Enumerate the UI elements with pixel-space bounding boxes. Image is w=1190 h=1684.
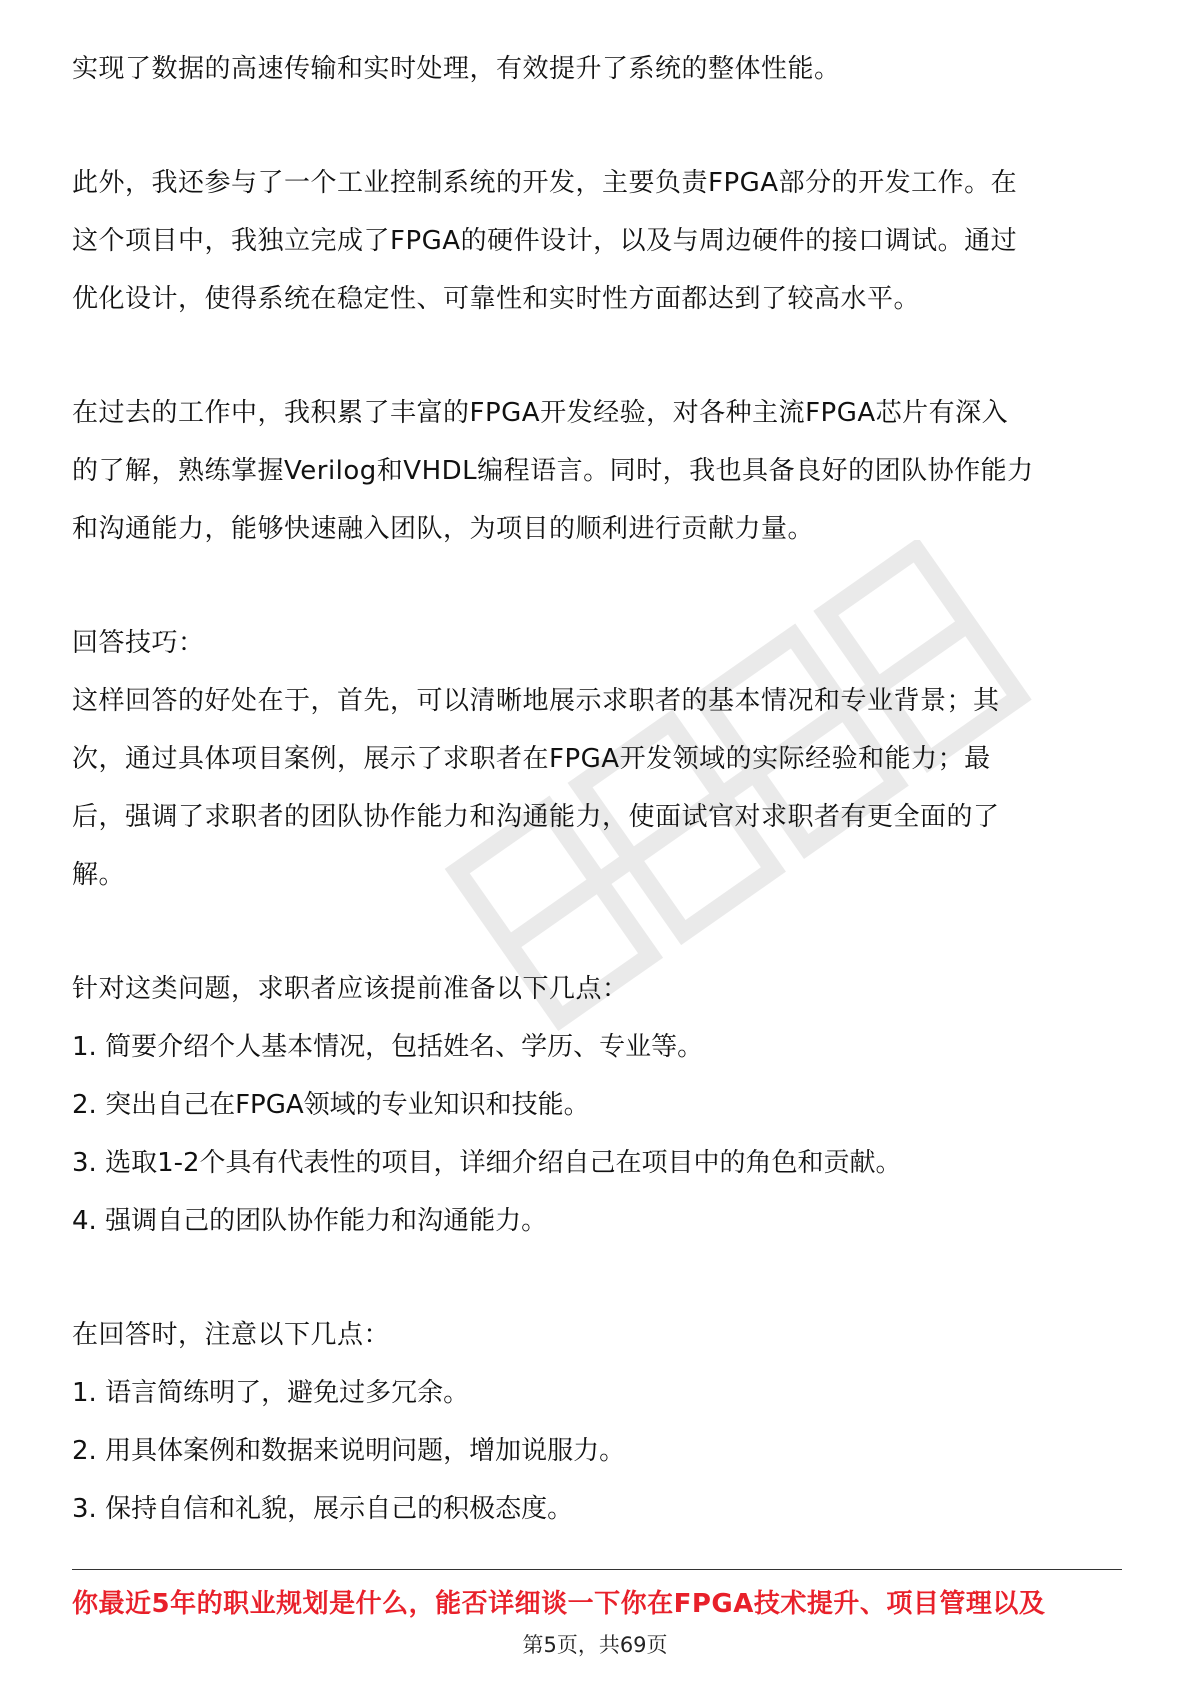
tips-heading: 回答技巧： xyxy=(72,628,205,658)
list-item: 2. 突出自己在FPGA领域的专业知识和技能。 xyxy=(72,1090,590,1120)
notes-section xyxy=(72,1306,1122,1538)
document-body xyxy=(72,40,1122,1538)
list-item: 1. 简要介绍个人基本情况，包括姓名、学历、专业等。 xyxy=(72,1032,704,1062)
tips-line: 次，通过具体项目案例，展示了求职者在FPGA开发领域的实际经验和能力；最 xyxy=(72,744,991,774)
paragraph-3-line: 在过去的工作中，我积累了丰富的FPGA开发经验，对各种主流FPGA芯片有深入 xyxy=(72,398,1009,428)
page-footer: 第5页，共69页 xyxy=(522,1633,668,1657)
list-item: 1. 语言简练明了，避免过多冗余。 xyxy=(72,1378,470,1408)
prepare-heading: 针对这类问题，求职者应该提前准备以下几点： xyxy=(72,974,629,1004)
next-question-title: 你最近5年的职业规划是什么，能否详细谈一下你在FPGA技术提升、项目管理以及 xyxy=(72,1589,1046,1619)
paragraph-2-line: 这个项目中，我独立完成了FPGA的硬件设计，以及与周边硬件的接口调试。通过 xyxy=(72,226,1018,256)
list-item: 3. 选取1-2个具有代表性的项目，详细介绍自己在项目中的角色和贡献。 xyxy=(72,1148,902,1178)
paragraph-2-line: 此外，我还参与了一个工业控制系统的开发，主要负责FPGA部分的开发工作。在 xyxy=(72,168,1018,198)
tips-line: 后，强调了求职者的团队协作能力和沟通能力，使面试官对求职者有更全面的了 xyxy=(72,802,1000,832)
paragraph-2 xyxy=(72,154,1122,328)
paragraph-3-line: 的了解，熟练掌握Verilog和VHDL编程语言。同时，我也具备良好的团队协作能力 xyxy=(72,456,1034,486)
paragraph-1: 实现了数据的高速传输和实时处理，有效提升了系统的整体性能。 xyxy=(72,54,841,84)
tips-section xyxy=(72,614,1122,904)
divider xyxy=(72,1569,1122,1570)
tips-line: 解。 xyxy=(72,860,126,890)
paragraph-2-line: 优化设计，使得系统在稳定性、可靠性和实时性方面都达到了较高水平。 xyxy=(72,284,921,314)
list-item: 2. 用具体案例和数据来说明问题，增加说服力。 xyxy=(72,1436,626,1466)
prepare-section xyxy=(72,960,1122,1250)
list-item: 4. 强调自己的团队协作能力和沟通能力。 xyxy=(72,1206,548,1236)
paragraph-3-line: 和沟通能力，能够快速融入团队，为项目的顺利进行贡献力量。 xyxy=(72,514,815,544)
notes-heading: 在回答时，注意以下几点： xyxy=(72,1320,391,1350)
list-item: 3. 保持自信和礼貌，展示自己的积极态度。 xyxy=(72,1494,574,1524)
tips-line: 这样回答的好处在于，首先，可以清晰地展示求职者的基本情况和专业背景；其 xyxy=(72,686,1000,716)
paragraph-3 xyxy=(72,384,1122,558)
